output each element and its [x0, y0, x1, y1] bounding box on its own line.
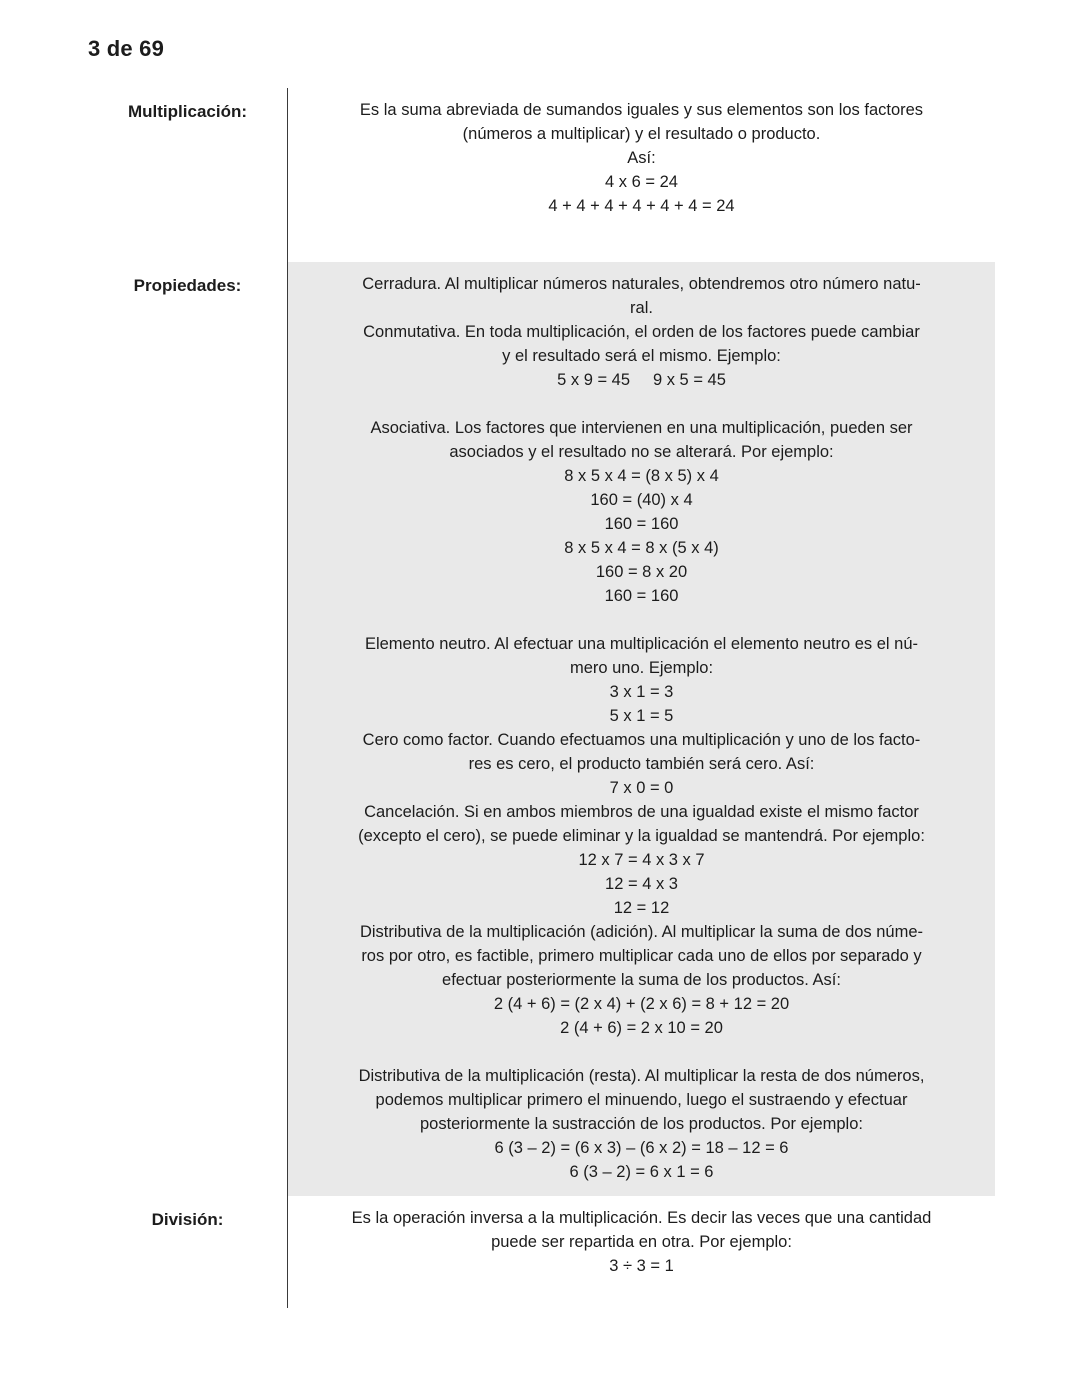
- text-line: Asociativa. Los factores que intervienen en una multiplicación, pueden ser: [370, 419, 913, 437]
- text-line: Conmutativa. En toda multiplicación, el orden de los factores puede cambiar: [363, 323, 920, 341]
- row-label: Multiplicación:: [88, 88, 288, 262]
- text-line: Es la operación inversa a la multiplicación. Es decir las veces que una cantidad: [351, 1209, 932, 1227]
- definitions-table: [88, 88, 995, 1308]
- text-line: res es cero, el producto también será cero. Así:: [468, 755, 815, 773]
- text-line: puede ser repartida en otra. Por ejemplo:: [491, 1233, 792, 1251]
- text-line: 8 x 5 x 4 = 8 x (5 x 4): [564, 539, 719, 557]
- text-line: Es la suma abreviada de sumandos iguales y sus elementos son los factores: [359, 101, 924, 119]
- text-line: 12 = 4 x 3: [605, 875, 678, 893]
- text-line: efectuar posteriormente la suma de los productos. Así:: [442, 971, 841, 989]
- text-line: Así:: [627, 149, 656, 167]
- text-line: 4 + 4 + 4 + 4 + 4 + 4 = 24: [548, 197, 735, 215]
- text-line: [298, 1040, 985, 1064]
- text-line: 6 (3 – 2) = 6 x 1 = 6: [569, 1163, 714, 1181]
- text-line: (números a multiplicar) y el resultado o producto.: [462, 125, 821, 143]
- text-line: (excepto el cero), se puede eliminar y la igualdad se mantendrá. Por ejemplo:: [358, 827, 925, 845]
- row-content: [288, 1196, 995, 1308]
- text-line: 160 = 8 x 20: [595, 563, 688, 581]
- text-line: 2 (4 + 6) = 2 x 10 = 20: [560, 1019, 723, 1037]
- table-row: [88, 88, 995, 262]
- text-line: Distributiva de la multiplicación (adición). Al multiplicar la suma de dos núme-: [359, 923, 924, 941]
- table-row: [88, 1196, 995, 1308]
- text-line: 5 x 9 = 45 9 x 5 = 45: [557, 371, 726, 389]
- text-line: y el resultado será el mismo. Ejemplo:: [502, 347, 781, 365]
- row-content: [288, 88, 995, 262]
- text-line: [298, 608, 985, 632]
- row-label: División:: [88, 1196, 288, 1308]
- text-line: [298, 392, 985, 416]
- table-row: [88, 262, 995, 1196]
- text-line: 4 x 6 = 24: [605, 173, 678, 191]
- text-line: 2 (4 + 6) = (2 x 4) + (2 x 6) = 8 + 12 = 20: [493, 995, 790, 1013]
- text-line: posteriormente la sustracción de los productos. Por ejemplo:: [420, 1115, 863, 1133]
- row-content: [288, 262, 995, 1196]
- text-line: Cero como factor. Cuando efectuamos una multiplicación y uno de los facto-: [362, 731, 921, 749]
- text-line: Distributiva de la multiplicación (resta). Al multiplicar la resta de dos números,: [358, 1067, 925, 1085]
- text-line: ral.: [630, 299, 653, 317]
- text-line: mero uno. Ejemplo:: [569, 659, 714, 677]
- text-line: 160 = 160: [604, 587, 679, 605]
- text-line: 160 = 160: [604, 515, 679, 533]
- page-indicator: 3 de 69: [88, 36, 165, 61]
- text-line: asociados y el resultado no se alterará. Por ejemplo:: [449, 443, 834, 461]
- text-line: ros por otro, es factible, primero multiplicar cada uno de ellos por separado y: [361, 947, 922, 965]
- text-line: 160 = (40) x 4: [590, 491, 693, 509]
- text-line: 5 x 1 = 5: [609, 707, 674, 725]
- text-line: Elemento neutro. Al efectuar una multiplicación el elemento neutro es el nú-: [364, 635, 919, 653]
- text-line: 8 x 5 x 4 = (8 x 5) x 4: [564, 467, 719, 485]
- text-line: podemos multiplicar primero el minuendo, luego el sustraendo y efectuar: [375, 1091, 908, 1109]
- text-line: Cancelación. Si en ambos miembros de una igualdad existe el mismo factor: [364, 803, 919, 821]
- text-line: Cerradura. Al multiplicar números naturales, obtendremos otro número natu-: [362, 275, 921, 293]
- text-line: 6 (3 – 2) = (6 x 3) – (6 x 2) = 18 – 12 = 6: [494, 1139, 789, 1157]
- row-label: Propiedades:: [88, 262, 288, 1196]
- text-line: 7 x 0 = 0: [609, 779, 674, 797]
- text-line: 3 x 1 = 3: [609, 683, 674, 701]
- text-line: 12 = 12: [613, 899, 670, 917]
- text-line: 12 x 7 = 4 x 3 x 7: [578, 851, 705, 869]
- text-line: 3 ÷ 3 = 1: [609, 1257, 674, 1275]
